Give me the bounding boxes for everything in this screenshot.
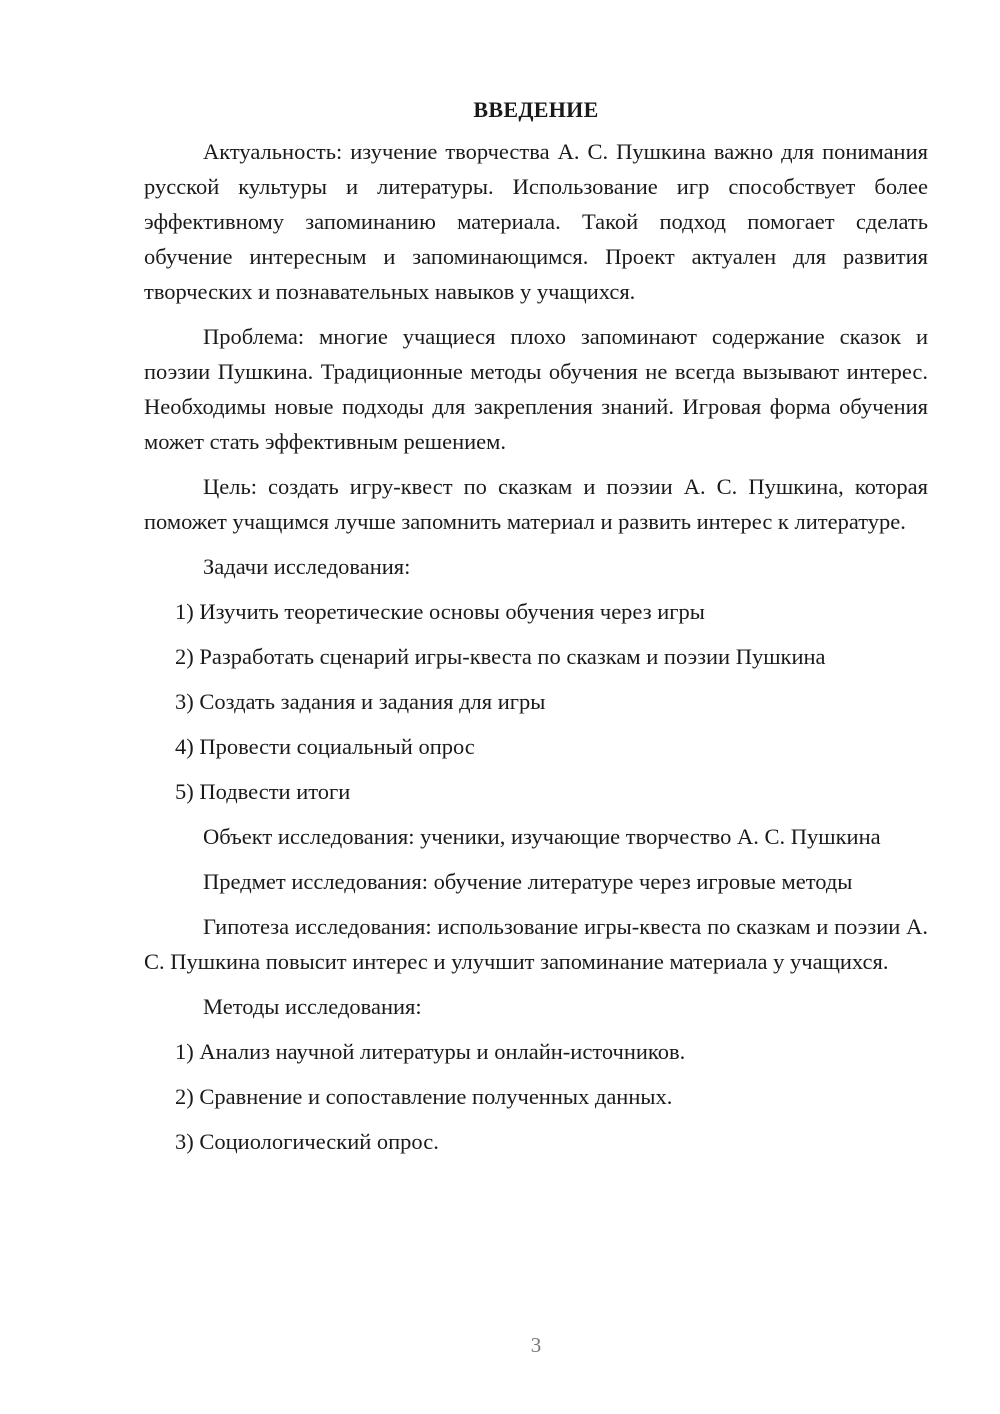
methods-list <box>144 1034 928 1159</box>
page-title: ВВЕДЕНИЕ <box>473 97 599 122</box>
list-item: 4) Провести социальный опрос <box>175 734 475 759</box>
subject-paragraph: Предмет исследования: обучение литературе через игровые методы <box>203 869 853 894</box>
hypothesis-paragraph: Гипотеза исследования: использование игры-квеста по сказкам и поэзии А. С. Пушкина повысит интерес и улучшит запоминание материала у учащихся. <box>144 914 928 974</box>
goal-paragraph: Цель: создать игру-квест по сказкам и поэзии А. С. Пушкина, которая поможет учащимся лучше запомнить материал и развить интерес к литературе. <box>144 474 928 534</box>
list-item: 3) Социологический опрос. <box>175 1129 439 1154</box>
list-item: 2) Сравнение и сопоставление полученных данных. <box>175 1084 673 1109</box>
object-paragraph: Объект исследования: ученики, изучающие творчество А. С. Пушкина <box>203 824 881 849</box>
list-item: 2) Разработать сценарий игры-квеста по сказкам и поэзии Пушкина <box>175 644 826 669</box>
page-number: 3 <box>530 1333 542 1357</box>
list-item: 1) Анализ научной литературы и онлайн-источников. <box>175 1039 686 1064</box>
list-item: 3) Создать задания и задания для игры <box>175 689 546 714</box>
tasks-heading: Задачи исследования: <box>203 554 411 579</box>
tasks-list <box>144 594 928 809</box>
relevance-paragraph: Актуальность: изучение творчества А. С. Пушкина важно для понимания русской культуры и литературы. Использование игр способствует более эффективному запоминанию материала. Такой подход помогает сделать обучение интересным и запоминающимся. Проект актуален для развития творческих и познавательных навыков у учащихся. <box>144 139 928 304</box>
list-item: 5) Подвести итоги <box>175 779 351 804</box>
problem-paragraph: Проблема: многие учащиеся плохо запоминают содержание сказок и поэзии Пушкина. Традиционные методы обучения не всегда вызывают интерес. Необходимы новые подходы для закрепления знаний. Игровая форма обучения может стать эффективным решением. <box>144 324 928 454</box>
list-item: 1) Изучить теоретические основы обучения через игры <box>175 599 705 624</box>
methods-heading: Методы исследования: <box>203 994 422 1019</box>
page-content <box>144 90 928 1169</box>
